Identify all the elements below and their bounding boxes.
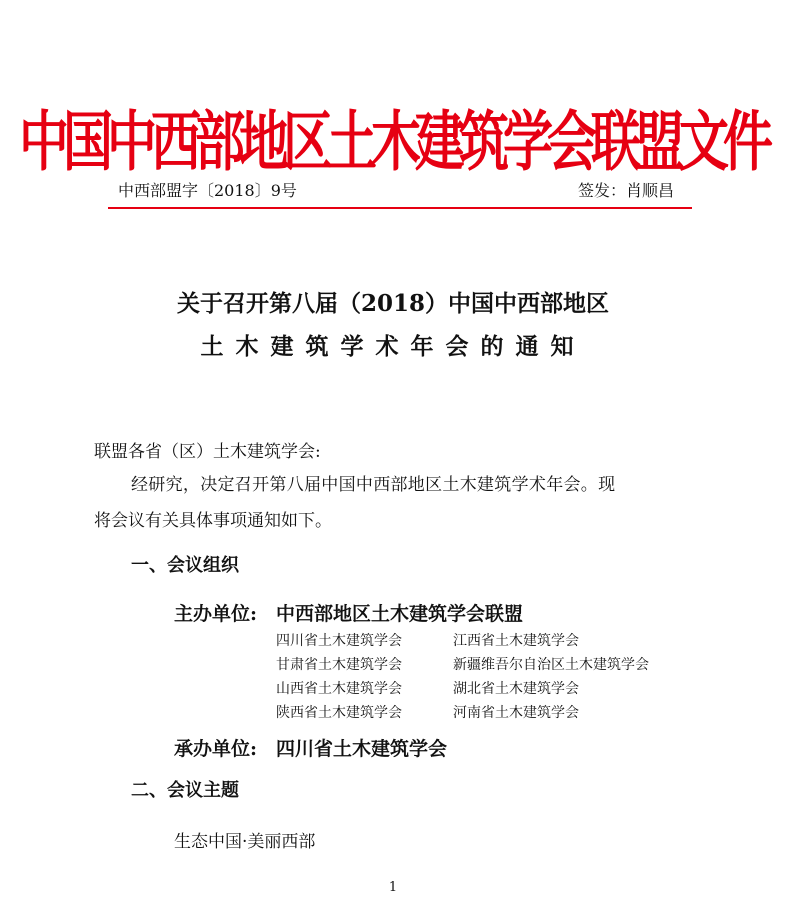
intro-paragraph-line-2: 将会议有关具体事项通知如下。 — [94, 511, 332, 531]
co-host-item: 四川省土木建筑学会 — [276, 633, 402, 649]
organizer-value: 四川省土木建筑学会 — [276, 738, 448, 760]
co-host-item: 河南省土木建筑学会 — [453, 705, 579, 721]
notice-title-line-2: 土木建筑学术年会的通知 — [200, 333, 586, 360]
document-number: 中西部盟字〔2018〕9号 — [118, 181, 297, 200]
co-host-item: 新疆维吾尔自治区土木建筑学会 — [453, 657, 649, 673]
conference-theme: 生态中国·美丽西部 — [174, 832, 316, 852]
co-host-item: 湖北省土木建筑学会 — [453, 681, 579, 697]
co-host-item: 江西省土木建筑学会 — [453, 633, 579, 649]
organizer-label: 承办单位: — [174, 738, 258, 760]
section-heading-theme: 二、会议主题 — [131, 780, 239, 801]
co-host-item: 山西省土木建筑学会 — [276, 681, 402, 697]
header-divider — [108, 207, 692, 209]
signer: 签发：肖顺昌 — [577, 181, 674, 200]
host-value: 中西部地区土木建筑学会联盟 — [276, 603, 524, 625]
notice-title-line-1: 关于召开第八届（2018）中国中西部地区 — [176, 290, 609, 317]
co-host-item: 甘肃省土木建筑学会 — [276, 657, 402, 673]
section-heading-organization: 一、会议组织 — [131, 555, 239, 576]
page-number: 1 — [388, 880, 398, 895]
salutation: 联盟各省（区）土木建筑学会: — [94, 442, 321, 462]
host-label: 主办单位: — [174, 603, 258, 625]
intro-paragraph-line-1: 经研究，决定召开第八届中国中西部地区土木建筑学术年会。现 — [131, 475, 616, 495]
document-header-title: 中国中西部地区土木建筑学会联盟文件 — [19, 104, 767, 180]
co-host-item: 陕西省土木建筑学会 — [276, 705, 402, 721]
